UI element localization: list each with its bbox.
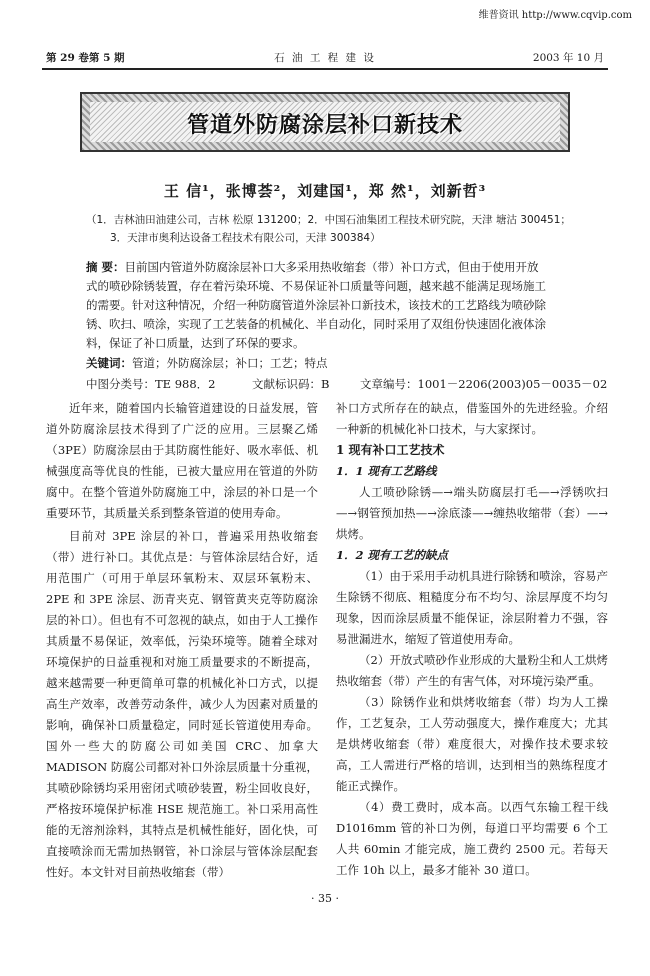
header-journal: 石 油 工 程 建 设 (274, 52, 376, 64)
abstract-label: 摘 要： (86, 260, 125, 274)
abstract-line: 式的喷砂除锈装置，存在着污染环境、不易保证补口质量等问题，越来越不能满足现场施工 (86, 279, 546, 293)
body-paragraph: 补口方式所存在的缺点，借鉴国外的先进经验。介绍一种新的机械化补口技术，与大家探讨。 (336, 401, 608, 436)
header-rule (42, 68, 608, 70)
body-paragraph: 近年来，随着国内长输管道建设的日益发展，管道外防腐涂层技术得到了广泛的应用。三层聚乙烯（3PE）防腐涂层由于其防腐性能好、吸水率低、机械强度高等优良的性能，已被大量应用在管道的外防腐中。在整个管道外防腐施工中，涂层的补口是一个重要环节，其质量关系到整条管道的使用寿命。 (46, 401, 318, 520)
document-code: 文献标识码：B (252, 377, 330, 391)
drawback-item: （2）开放式喷砂作业形成的大量粉尘和人工烘烤热收缩套（带）产生的有害气体，对环境污染严重。 (336, 653, 608, 688)
process-route: 人工喷砂除锈—→端头防腐层打毛—→浮锈吹扫—→钢管预加热—→涂底漆—→缠热收缩带（套）—→烘烤。 (336, 485, 608, 541)
left-column (46, 398, 318, 883)
subsection-heading: 1．2 现有工艺的缺点 (336, 548, 449, 562)
affiliation-line-1: （1．吉林油田油建公司，吉林 松原 131200；2．中国石油集团工程技术研究院，天津 塘沽 300451； (86, 214, 571, 226)
abstract-line: 目前国内管道外防腐涂层补口大多采用热收缩套（带）补口方式，但由于使用开放 (124, 260, 539, 274)
keywords-label: 关键词： (86, 356, 132, 370)
abstract (86, 258, 566, 353)
abstract-line: 锈、吹扫、喷涂，实现了工艺装备的机械化、半自动化，同时采用了双组份快速固化液体涂 (86, 317, 546, 331)
abstract-line: 的需要。针对这种情况，介绍一种防腐管道外涂层补口新技术，该技术的工艺路线为喷砂除 (86, 298, 546, 312)
abstract-line: 料，保证了补口质量，达到了环保的要求。 (86, 336, 305, 350)
keywords-text: 管道；外防腐涂层；补口；工艺；特点 (132, 356, 328, 370)
keywords (86, 354, 566, 373)
header-volume: 第 29 卷第 5 期 (46, 52, 125, 64)
watermark: 维普资讯 http://www.cqvip.com (478, 10, 632, 21)
drawback-item: （1）由于采用手动机具进行除锈和喷涂，容易产生除锈不彻底、粗糙度分布不均匀、涂层厚度不均匀现象，因而涂层质量不能保证，涂层附着力不强，容易泄漏进水，缩短了管道使用寿命。 (336, 569, 608, 646)
section-heading: 1 现有补口工艺技术 (336, 443, 445, 457)
drawback-item: （4）费工费时，成本高。以西气东输工程干线 D1016mm 管的补口为例，每道口平均需要 6 个工人共 60min 才能完成，施工费约 2500 元。若每天工作 10h 以上，最多才能补 30 道口。 (336, 800, 608, 877)
page-number: · 35 · (311, 892, 339, 905)
header-date: 2003 年 10 月 (532, 52, 604, 64)
title-banner (80, 92, 570, 152)
drawback-item: （3）除锈作业和烘烤收缩套（带）均为人工操作，工艺复杂，工人劳动强度大，操作难度大；尤其是烘烤收缩套（带）难度很大，对操作技术要求较高，工人需进行严格的培训，达到相当的熟练程度才能正式操作。 (336, 695, 608, 793)
article-title: 管道外防腐涂层补口新技术 (186, 113, 463, 138)
body-paragraph: 目前对 3PE 涂层的补口，普遍采用热收缩套（带）进行补口。其优点是：与管体涂层结合好，适用范围广（可用于单层环氧粉末、双层环氧粉末、2PE 和 3PE 涂层、沥青夹克、钢管黄夹克等防腐涂层的补口）。但也有不可忽视的缺点，如由于人工操作其质量不易保证，效率低，污染环境等。随着全球对环境保护的日益重视和对施工质量要求的不断提高，越来越需要一种更简单可靠的机械化补口方式，以提高生产效率，改善劳动条件，减少人为因素对质量的影响，确保补口质量稳定，同时延长管道使用寿命。国外一些大的防腐公司如美国 CRC、加拿大 MADISON 防腐公司都对补口外涂层质量十分重视，其喷砂除锈均采用密闭式喷砂装置，粉尘回收良好，严格按环境保护标准 HSE 规范施工。补口采用高性能的无溶剂涂料，其特点是机械性能好，固化快，可直接喷涂而无需加热钢管，补口涂层与管体涂层配套性好。本文针对目前热收缩套（带） (46, 529, 318, 879)
affiliation-line-2: 3．天津市奥利达设备工程技术有限公司，天津 300384） (110, 232, 381, 244)
article-number: 文章编号：1001－2206(2003)05－0035－02 (360, 377, 608, 391)
clc-number: 中图分类号：TE 988．2 (86, 377, 216, 391)
right-column (336, 398, 608, 881)
subsection-heading: 1．1 现有工艺路线 (336, 464, 437, 478)
authors: 王 信¹，张博荟²，刘建国¹，郑 然¹，刘新哲³ (163, 182, 487, 200)
